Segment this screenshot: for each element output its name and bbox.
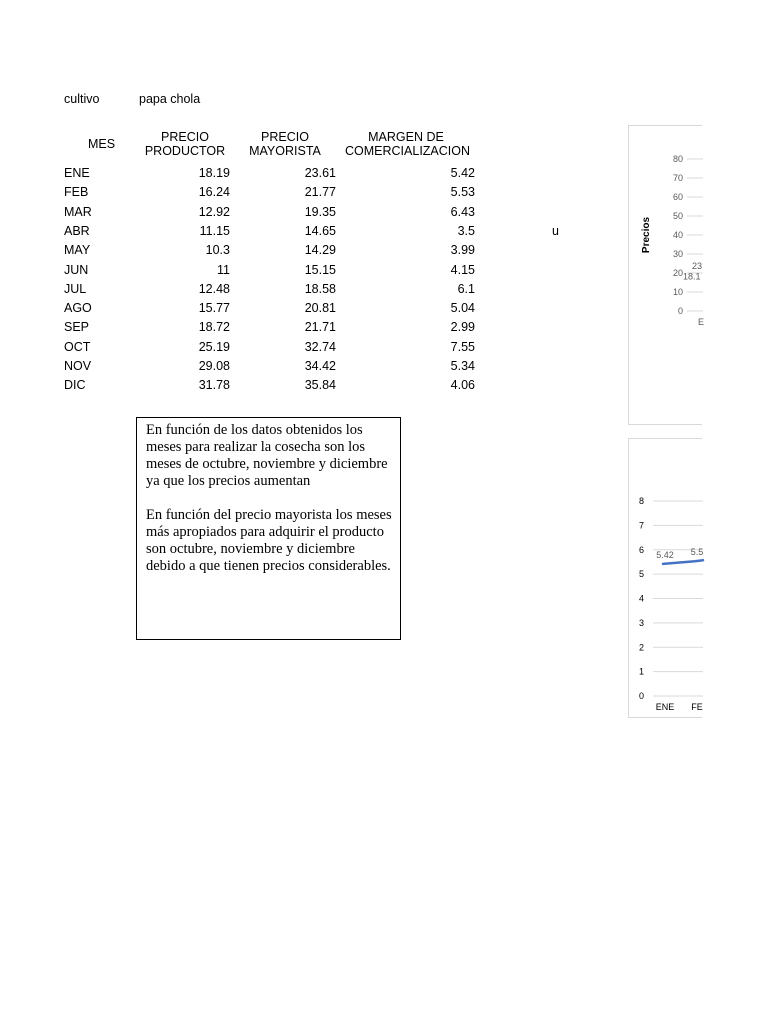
y-tick-label: 0 xyxy=(677,306,683,316)
cell-margen: 3.5 xyxy=(457,224,475,238)
y-tick-label: 7 xyxy=(638,520,644,531)
cell-margen: 7.55 xyxy=(450,340,475,354)
y-axis-label: Precios xyxy=(641,216,652,254)
conclusion-paragraph-1: En función de los datos obtenidos los meses para realizar la cosecha son los meses de octubre, noviembre y diciembre ya que los precios aumentan xyxy=(146,422,388,489)
cell-productor: 18.72 xyxy=(198,320,230,334)
cell-mayorista: 35.84 xyxy=(304,378,336,392)
cell-margen: 5.53 xyxy=(450,185,475,199)
cell-mes: SEP xyxy=(64,320,90,334)
cell-mes: ABR xyxy=(64,224,90,238)
cell-productor: 16.24 xyxy=(198,185,230,199)
margin-series-line xyxy=(663,560,703,564)
margin-chart-svg xyxy=(629,439,703,719)
cell-margen: 5.42 xyxy=(450,166,475,180)
cell-productor: 11.15 xyxy=(199,224,230,238)
y-tick-label: 0 xyxy=(638,691,644,701)
conclusion-textbox xyxy=(136,417,401,640)
y-tick-label: 50 xyxy=(672,211,683,221)
cell-mayorista: 21.77 xyxy=(304,185,336,199)
cell-margen: 6.43 xyxy=(450,205,475,219)
x-tick-label: FE xyxy=(691,702,703,712)
cell-mes: ENE xyxy=(64,166,90,180)
x-tick-label: ENE xyxy=(655,702,675,712)
stray-cell: u xyxy=(552,224,559,238)
cell-mayorista: 23.61 xyxy=(304,166,336,180)
cell-productor: 25.19 xyxy=(198,340,230,354)
cell-mayorista: 14.65 xyxy=(304,224,336,238)
cell-margen: 5.34 xyxy=(450,359,475,373)
cell-margen: 3.99 xyxy=(450,243,475,257)
y-tick-label: 30 xyxy=(672,249,683,259)
cell-productor: 29.08 xyxy=(198,359,230,373)
y-tick-label: 1 xyxy=(638,666,644,677)
cell-mes: OCT xyxy=(64,340,91,354)
cell-mayorista: 32.74 xyxy=(304,340,336,354)
cell-mes: NOV xyxy=(64,359,92,373)
cell-productor: 11 xyxy=(217,263,230,277)
cell-productor: 10.3 xyxy=(205,243,230,257)
y-tick-label: 70 xyxy=(672,173,683,183)
cell-productor: 12.92 xyxy=(198,205,230,219)
cell-productor: 12.48 xyxy=(198,282,230,296)
cultivo-value: papa chola xyxy=(139,92,201,106)
cell-mayorista: 20.81 xyxy=(304,301,336,315)
y-tick-label: 6 xyxy=(638,544,644,555)
header-margen: MARGEN DE COMERCIALIZACION xyxy=(345,130,471,158)
cell-mes: MAY xyxy=(64,243,91,257)
cell-mes: AGO xyxy=(64,301,92,315)
cell-margen: 6.1 xyxy=(457,282,475,296)
cell-mayorista: 18.58 xyxy=(304,282,336,296)
y-tick-label: 2 xyxy=(638,642,644,653)
cell-mayorista: 14.29 xyxy=(304,243,336,257)
y-tick-label: 3 xyxy=(638,617,644,628)
cell-mayorista: 15.15 xyxy=(304,263,336,277)
cell-mes: JUN xyxy=(64,263,89,277)
margin-chart xyxy=(628,438,702,718)
cell-mes: FEB xyxy=(64,185,89,199)
x-tick-label: E xyxy=(697,317,705,327)
y-tick-label: 10 xyxy=(672,287,683,297)
cell-mayorista: 21.71 xyxy=(304,320,336,334)
data-label-margen: 5.42 xyxy=(656,549,674,560)
cell-margen: 4.15 xyxy=(450,263,475,277)
cell-mes: DIC xyxy=(64,378,86,392)
cell-productor: 18.19 xyxy=(198,166,230,180)
header-precio-productor: PRECIO PRODUCTOR xyxy=(144,130,226,158)
y-tick-label: 8 xyxy=(638,496,644,506)
conclusion-paragraph-2: En función del precio mayorista los meses más apropiados para adquirir el producto son octubre, noviembre y diciembre debido a que tienen precios considerables. xyxy=(146,507,392,574)
y-tick-label: 80 xyxy=(672,154,683,164)
cell-margen: 4.06 xyxy=(450,378,475,392)
price-chart-svg xyxy=(629,126,703,426)
y-tick-label: 40 xyxy=(672,230,683,240)
cell-productor: 15.77 xyxy=(198,301,230,315)
cell-mayorista: 19.35 xyxy=(304,205,336,219)
header-precio-mayorista: PRECIO MAYORISTA xyxy=(249,130,321,158)
y-tick-label: 60 xyxy=(672,192,683,202)
cell-mayorista: 34.42 xyxy=(304,359,336,373)
cultivo-label: cultivo xyxy=(64,92,100,106)
cell-mes: JUL xyxy=(64,282,87,296)
y-tick-label: 5 xyxy=(638,569,644,580)
cell-mes: MAR xyxy=(64,205,92,219)
header-mes: MES xyxy=(88,137,116,151)
data-label-margen: 5.5 xyxy=(690,547,704,558)
data-label-productor: 18.1 xyxy=(683,271,701,282)
cell-margen: 5.04 xyxy=(450,301,475,315)
data-label-mayorista: 23 xyxy=(692,261,703,272)
cell-productor: 31.78 xyxy=(198,378,230,392)
cell-margen: 2.99 xyxy=(450,320,475,334)
y-tick-label: 20 xyxy=(672,268,683,278)
price-chart xyxy=(628,125,705,425)
y-tick-label: 4 xyxy=(638,593,644,604)
